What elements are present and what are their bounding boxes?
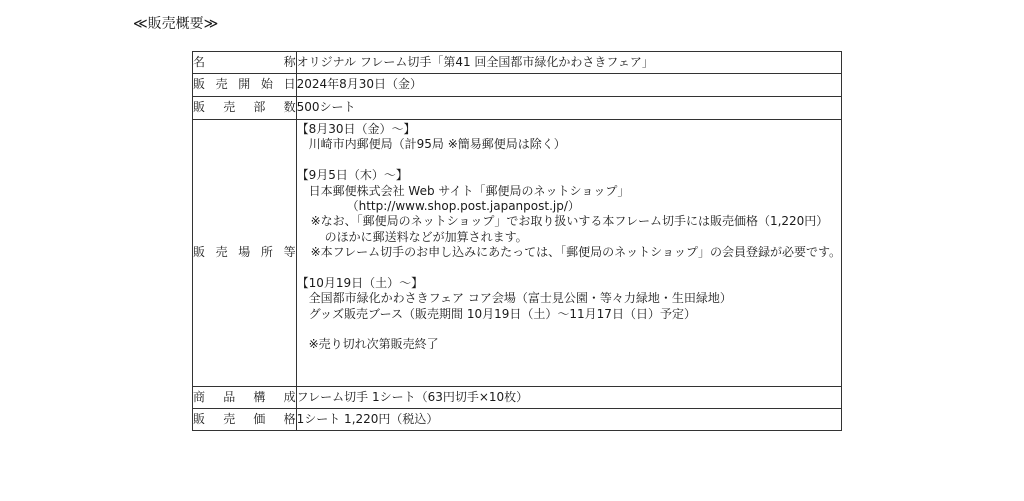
row-label-start-date (193, 74, 297, 97)
spacer (297, 322, 841, 337)
table-row-locations (193, 120, 842, 387)
row-label-price (193, 409, 297, 431)
section-title: ≪販売概要≫ (133, 16, 219, 32)
label-char: 所 (260, 245, 273, 260)
label-char: 販 (193, 77, 206, 92)
label-char: 格 (283, 411, 296, 426)
sold-out-note: ※売り切れ次第販売終了 (308, 337, 439, 352)
location-heading: 【10月19日（土）～】 (296, 275, 424, 290)
label-char: 売 (215, 77, 228, 92)
label-char: 数 (283, 100, 296, 115)
label-char: 始 (260, 77, 273, 92)
label-char: 等 (283, 245, 296, 260)
location-note: のほかに郵送料などが加算されます。 (324, 229, 528, 244)
label-char: 販 (193, 411, 206, 426)
row-value-price: 1シート 1,220円（税込） (296, 409, 841, 431)
label-char: 売 (215, 245, 228, 260)
table-row-price (193, 409, 842, 431)
label-char: 成 (283, 389, 296, 404)
location-note: ※なお、「郵便局のネットショップ」でお取り扱いする本フレーム切手には販売価格（1,220円） (310, 214, 829, 229)
label-char: 部 (253, 100, 266, 115)
location-heading: 【9月5日（木）～】 (296, 168, 408, 183)
table-row-name (193, 52, 842, 74)
label-char: 売 (223, 100, 236, 115)
table-row-quantity (193, 97, 842, 120)
location-note: ※本フレーム切手のお申し込みにあたっては、「郵便局のネットショップ」の会員登録が必要です。 (310, 245, 841, 260)
spacer (297, 261, 841, 276)
label-char: 売 (223, 411, 236, 426)
label-char: 日 (283, 77, 296, 92)
label-char: 場 (238, 245, 251, 260)
location-heading: 【8月30日（金）～】 (296, 122, 416, 136)
row-value-locations (296, 120, 841, 387)
sales-overview-table (192, 51, 842, 431)
label-char: 名 (193, 54, 206, 69)
location-detail: 日本郵便株式会社 Web サイト「郵便局のネットショップ」 (308, 183, 630, 198)
row-label-name (193, 52, 297, 74)
row-value-composition: フレーム切手 1シート（63円切手×10枚） (296, 387, 841, 409)
label-char: 商 (193, 389, 206, 404)
table-row-start-date (193, 74, 842, 97)
row-label-locations (193, 120, 297, 387)
table-row-composition (193, 387, 842, 409)
label-char: 価 (253, 411, 266, 426)
row-label-quantity (193, 97, 297, 120)
label-char: 品 (223, 389, 236, 404)
label-char: 称 (283, 54, 296, 69)
label-char: 構 (253, 389, 266, 404)
location-detail: 全国都市緑化かわさきフェア コア会場（富士見公園・等々力緑地・生田緑地） (308, 291, 732, 306)
row-label-composition (193, 387, 297, 409)
shop-url: （http://www.shop.post.japanpost.jp/） (346, 198, 580, 213)
label-char: 開 (238, 77, 251, 92)
row-value-start-date: 2024年8月30日（金） (296, 74, 841, 97)
location-detail: 川崎市内郵便局（計95局 ※簡易郵便局は除く） (308, 137, 566, 152)
label-char: 販 (193, 245, 206, 260)
row-value-quantity: 500シート (296, 97, 841, 120)
location-detail: グッズ販売ブース（販売期間 10月19日（土）～11月17日（日）予定） (308, 306, 696, 321)
label-char: 販 (193, 100, 206, 115)
row-value-name: オリジナル フレーム切手「第41 回全国都市緑化かわさきフェア」 (296, 52, 841, 74)
spacer (297, 153, 841, 168)
